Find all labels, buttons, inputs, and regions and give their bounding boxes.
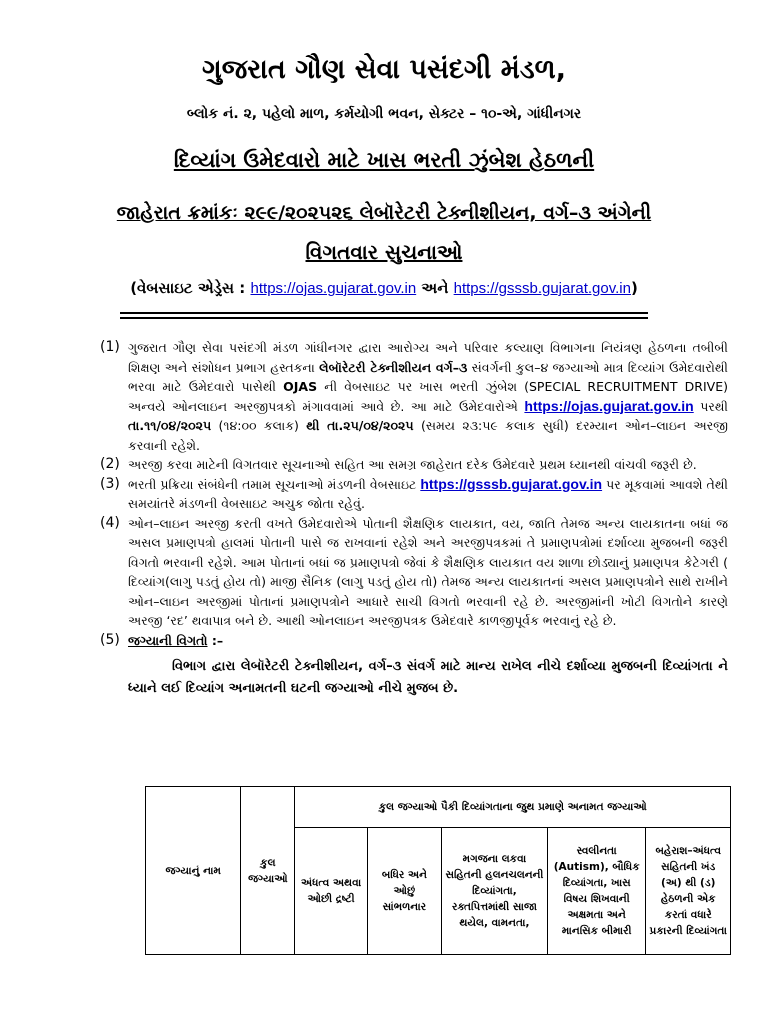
p3-gsssb-link[interactable]: https://gsssb.gujarat.gov.in — [420, 475, 603, 492]
instructions-title-text: વિગતવાર સુચનાઓ — [305, 240, 463, 264]
advert-title — [0, 202, 768, 224]
item-text — [128, 475, 728, 514]
ojas-link[interactable]: https://ojas.gujarat.gov.in — [250, 280, 417, 297]
item-number: (5) — [100, 631, 120, 648]
p5-title: જગ્યાની વિગતો — [128, 632, 208, 648]
header-deaf: બધિર અને ઓછું સાંભળનાર — [367, 828, 441, 955]
table-row — [146, 787, 731, 828]
header-reserved-group: કુલ જગ્યાઓ પૈકી દિવ્યાંગતાના જુથ પ્રમાણે અનામત જગ્યાઓ — [295, 787, 731, 828]
p3-text-b: પર મૂકવામાં આવશે તેથી સમયાંતરે મંડળની વેબસાઇટ અચુક જોતા રહેવું. — [128, 476, 728, 511]
header-multiple: બહેરાશ–અંધત્વ સહિતની ખંડ (અ) થી (ડ) હેઠળની એક કરતાં વધારે પ્રકારની દિવ્યાંગતા — [646, 828, 731, 955]
post-details-note: વિભાગ દ્વારા લેબૉરેટરી ટેક્નીશીયન, વર્ગ–૩ સંવર્ગ માટે માન્ય રાખેલ નીચે દર્શાવ્યા મુજબની દિવ્યાંગતા ને ધ્યાને લઈ દિવ્યાંગ અનામતની ઘટની જગ્યાઓ નીચે મુજબ છે. — [128, 659, 728, 696]
p5-colon: :– — [207, 632, 224, 648]
drive-title — [0, 148, 768, 173]
header-locomotor: મગજના લકવા સહિતની હલનચલનની દિવ્યાંગતા, રક્તપિત્તમાંથી સાજા થયેલ, વામનતા, — [441, 828, 547, 955]
p1-ojas-link[interactable]: https://ojas.gujarat.gov.in — [524, 397, 694, 414]
p1-text-c: સંવર્ગની કુલ–૪ જગ્યાઓ માત્ર દિવ્યાંગ ઉમેદવારોથી ભરવા માટે ઉમેદવારો પાસેથી — [128, 359, 728, 394]
gsssb-link[interactable]: https://gsssb.gujarat.gov.in — [453, 280, 631, 297]
instructions-list — [100, 338, 728, 700]
list-item — [100, 338, 728, 455]
org-title: ગુજરાત ગૌણ સેવા પસંદગી મંડળ, — [202, 54, 566, 85]
p3-text-a: ભરતી પ્રક્રિયા સંબંધેની તમામ સૂચનાઓ મંડળની વેબસાઇટ — [128, 476, 421, 492]
reservation-table — [145, 786, 731, 955]
p1-post-name: લેબૉરેટરી ટેક્નીશીયન વર્ગ–૩ — [319, 359, 468, 375]
item-text: ઓન–લાઇન અરજી કરતી વખતે ઉમેદવારોએ પોતાની શૈક્ષણિક લાયકાત, વય, જાતિ તેમજ અન્ય લાયકાતના બધાં જ અસલ પ્રમાણપત્રો હાલમાં પોતાની પાસે જ રાખવાનાં રહેશે અને અરજીપત્રકમાં તે પ્રમાણપત્રોમાં દર્શાવ્યા મુજબની જરૂરી વિગતો ભરવાની રહેશે. આમ પોતાનાં બધાં જ પ્રમાણપત્રો જેવાં કે શૈક્ષણિક લાયકાત વય શાળા છોડ્યાનું પ્રમાણપત્ર કેટેગરી ( દિવ્યાંગ(લાગુ પડતું હોય તો) માજી સૈનિક (લાગુ પડતું હોય તો) તેમજ અન્ય લાયકાતનાં અસલ પ્રમાણપત્રોને સાથે રાખીને ઓન–લાઇન અરજીમાં પોતાનાં પ્રમાણપત્રોને આધારે સાચી વિગતો ભરવાની રહે છે. અરજીમાંની ખોટી વિગતોને કારણે અરજી ‘રદ’ થવાપાત્ર બને છે. આથી ઓનલાઇન અરજીપત્રક ઉમેદવારે કાળજીપૂર્વક ભરવાનું રહે છે. — [128, 515, 728, 628]
header-autism: સ્વલીનતા (Autism), બૌધિક દિવ્યાંગતા, ખાસ વિષય શિખવાની અક્ષમતા અને માનસિક બીમારી — [547, 828, 646, 955]
p1-text-f: પરથી — [693, 398, 728, 414]
website-prefix: (વેબસાઇટ એડ્રેસ : — [130, 279, 251, 297]
list-item — [100, 455, 728, 475]
list-item — [100, 475, 728, 514]
advert-title-text: જાહેરાત ક્રમાંકઃ ૨૯૯/૨૦૨૫૨૬ લેબૉરેટરી ટેક્નીશીયન, વર્ગ–૩ અંગેની — [116, 202, 652, 224]
p1-text-e: ની વેબસાઇટ પર ખાસ ભરતી ઝુંબેશ (SPECIAL RECRUITMENT DRIVE) અન્વયે ઓનલાઇન અરજીપત્રકો મંગાવવામાં આવે છે. આ માટે ઉમેદવારોએ — [128, 379, 728, 414]
website-suffix: ) — [630, 279, 638, 297]
website-line — [0, 279, 768, 297]
p1-start-time: (૧૪:૦૦ કલાક) — [211, 418, 307, 433]
item-text — [128, 631, 728, 651]
item-number: (4) — [100, 514, 120, 531]
item-number: (3) — [100, 475, 120, 492]
divider-bottom — [120, 317, 648, 319]
item-number: (2) — [100, 456, 120, 472]
item-text: અરજી કરવા માટેની વિગતવાર સૂચનાઓ સહિત આ સમગ્ર જાહેરાત દરેક ઉમેદવારે પ્રથમ ધ્યાનથી વાંચવી જરૂરી છે. — [128, 457, 697, 472]
list-item — [100, 631, 728, 651]
divider-top — [120, 312, 648, 314]
p1-ojas: OJAS — [283, 379, 318, 394]
p1-text-j: (સમય ૨૩:૫૯ કલાક સુધી) દરમ્યાન ઓન–લાઇન અરજી કરવાની રહેશે. — [128, 418, 729, 453]
list-item — [100, 514, 728, 631]
p1-end-date: થી તા.૨૫/૦૪/૨૦૨૫ — [306, 418, 414, 433]
item-text — [128, 338, 728, 455]
header-blindness: અંધત્વ અથવા ઓછી દ્રષ્ટી — [295, 828, 367, 955]
header-total-posts: કુલ જગ્યાઓ — [241, 787, 295, 955]
item-number: (1) — [100, 339, 120, 355]
org-address: બ્લોક નં. ૨, પહેલો માળ, કર્મયોગી ભવન, સેક્ટર – ૧૦-એ, ગાંધીનગર — [186, 106, 582, 122]
drive-title-text: દિવ્યાંગ ઉમેદવારો માટે ખાસ ભરતી ઝુંબેશ હેઠળની — [173, 148, 595, 172]
p1-start-date: તા.૧૧/૦૪/૨૦૨૫ — [128, 418, 212, 433]
p1-text-a: ગુજરાત ગૌણ સેવા પસંદગી મંડળ ગાંધીનગર દ્વારા આરોગ્ય અને પરિવાર કલ્યાણ વિભાગના નિયંત્રણ હેઠળના તબીબી શિક્ષણ અને સંશોધન પ્રભાગ હસ્તકના — [128, 340, 728, 375]
header-post-name: જગ્યાનું નામ — [146, 787, 241, 955]
instructions-title — [0, 240, 768, 264]
website-and: અને — [416, 279, 454, 297]
